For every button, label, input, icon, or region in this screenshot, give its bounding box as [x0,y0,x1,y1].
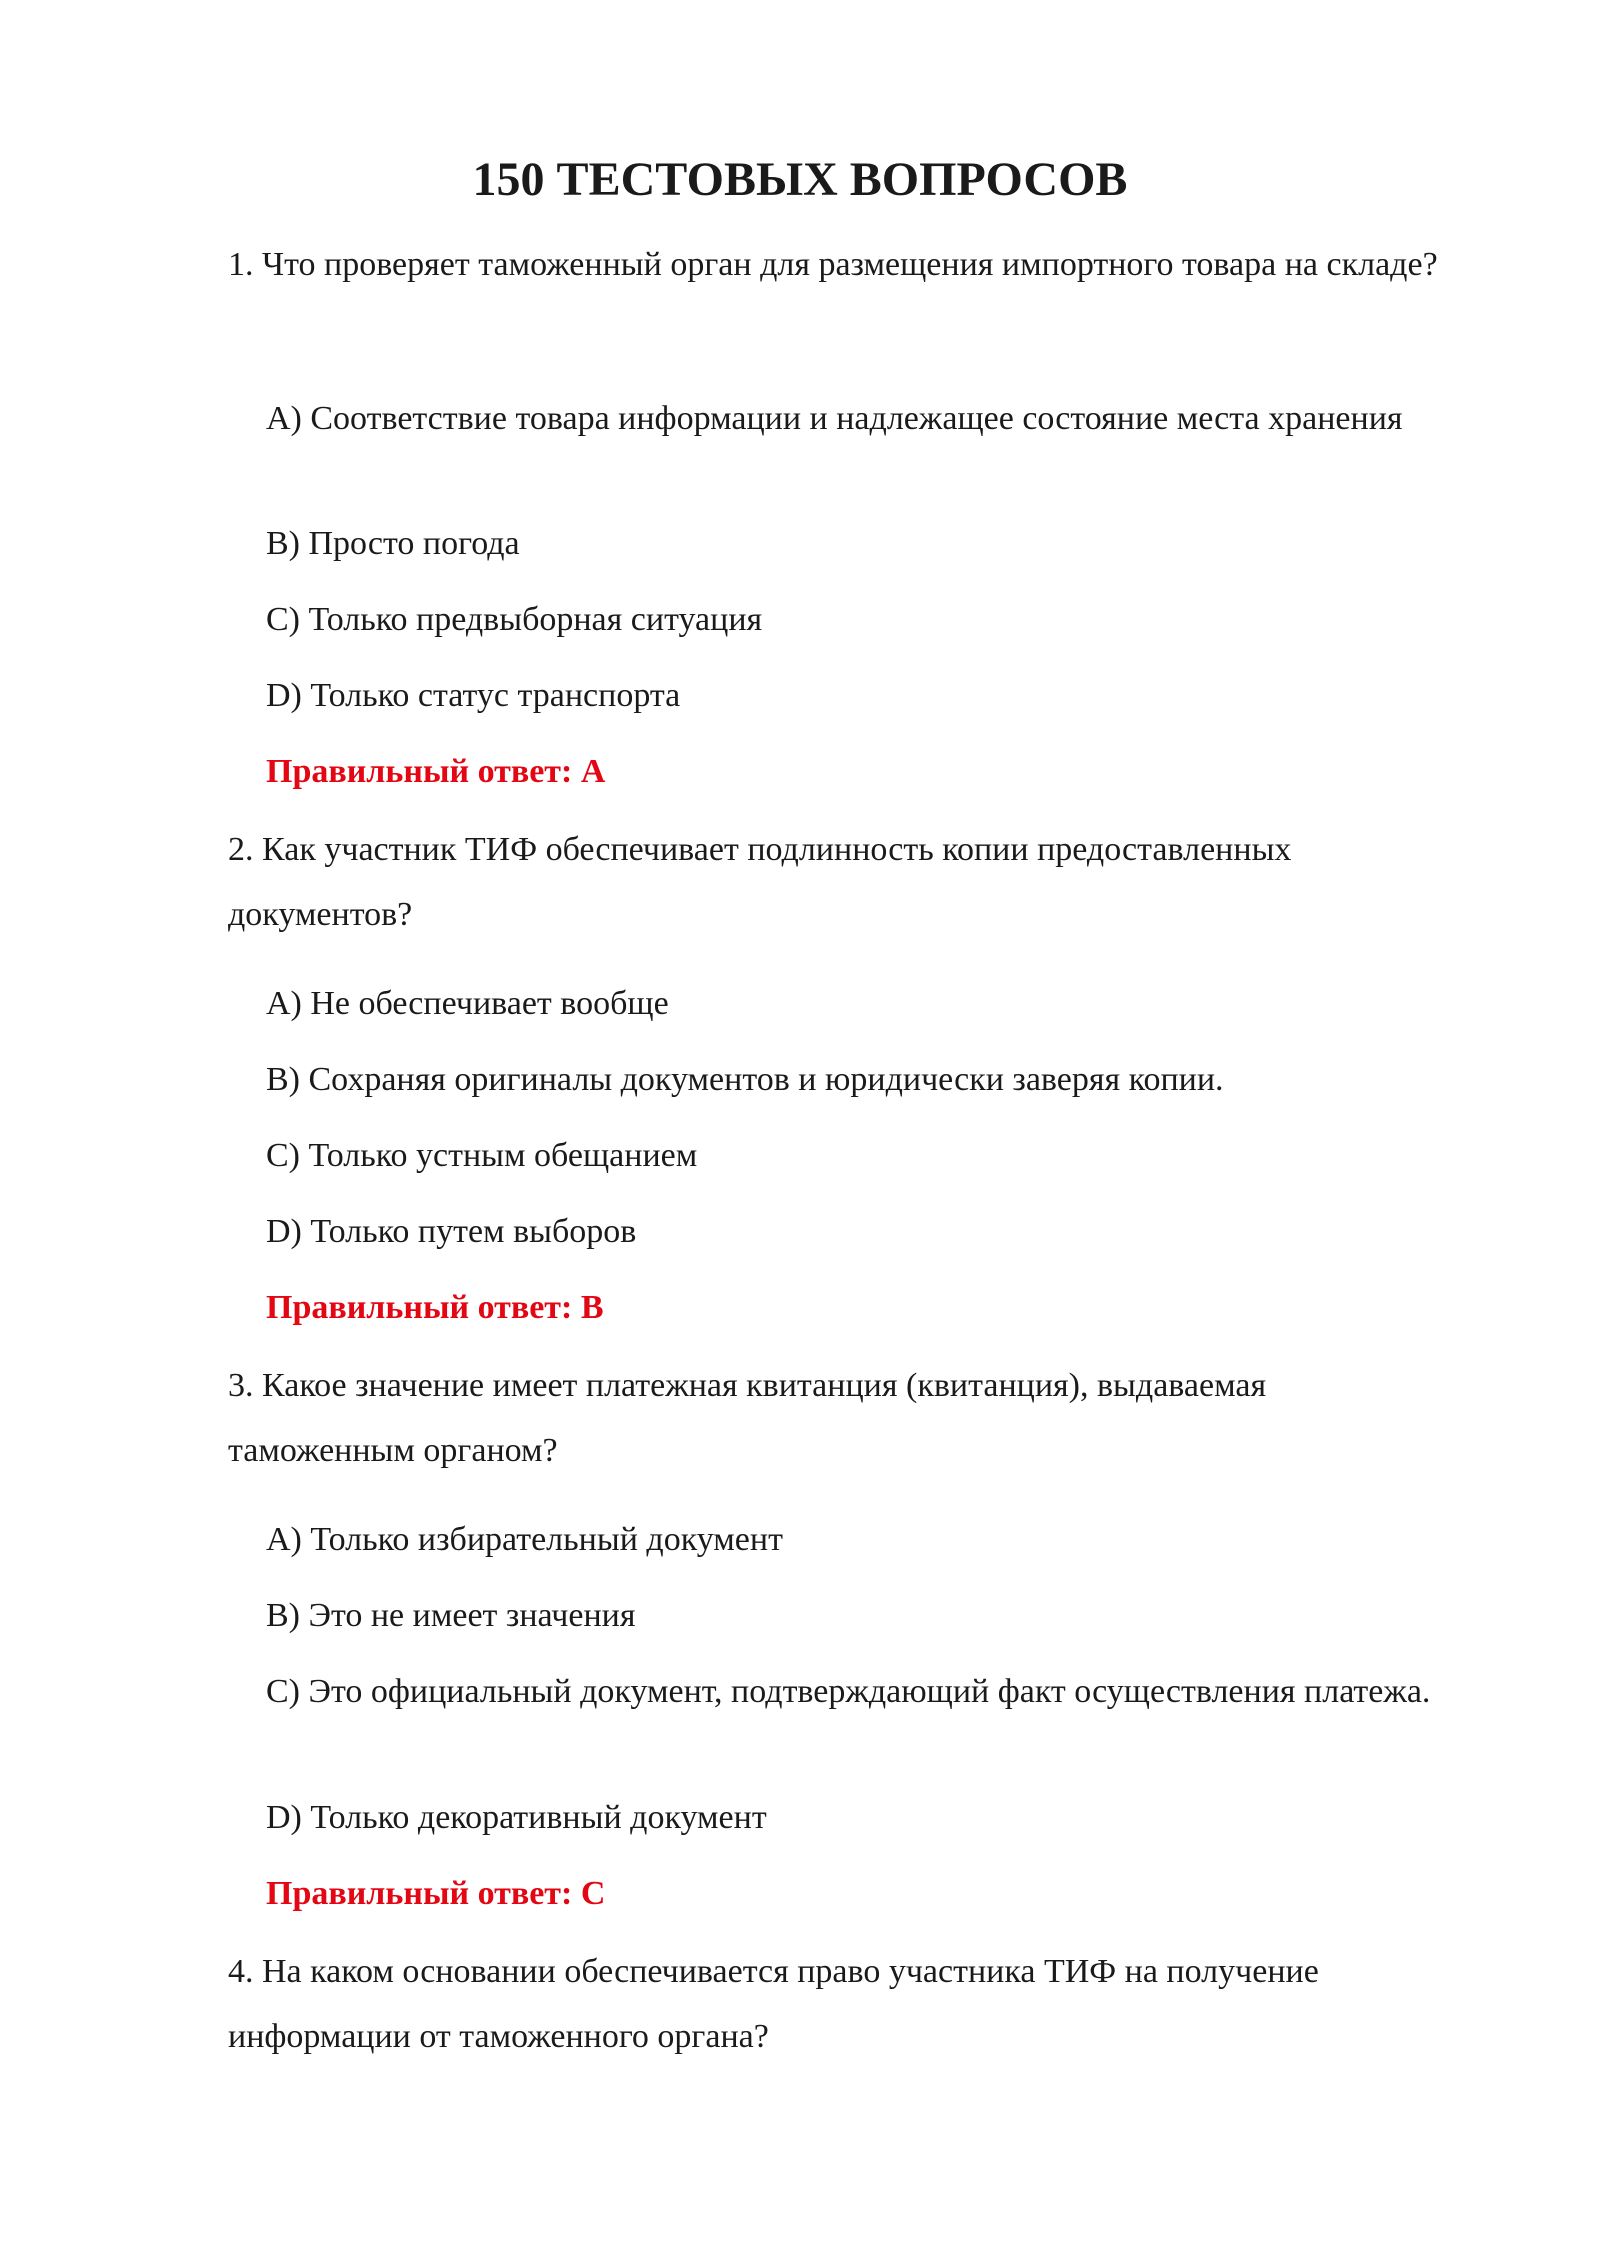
question-2-option-c: C) Только устным обещанием [266,1137,698,1174]
question-1-option-d: D) Только статус транспорта [266,677,681,714]
question-3-option-d: D) Только декоративный документ [266,1799,767,1836]
question-3-text: 3. Какое значение имеет платежная квитанция (квитанция), выдаваемая таможенным органом? [228,1367,1267,1469]
question-4-text: 4. На каком основании обеспечивается право участника ТИФ на получение информации от таможенного органа? [228,1953,1319,2055]
question-1-correct-answer: Правильный ответ: A [266,753,606,790]
page-title: 150 ТЕСТОВЫХ ВОПРОСОВ [472,153,1128,206]
question-1-text: 1. Что проверяет таможенный орган для размещения импортного товара на складе? [228,246,1438,283]
question-2-option-d: D) Только путем выборов [266,1213,637,1250]
question-3-option-a: A) Только избирательный документ [266,1521,783,1558]
question-1-option-a: A) Соответствие товара информации и надлежащее состояние места хранения [266,400,1403,437]
question-2-text: 2. Как участник ТИФ обеспечивает подлинность копии предоставленных документов? [228,831,1292,933]
question-1-option-b: B) Просто погода [266,525,520,562]
question-2-option-b: B) Сохраняя оригиналы документов и юридически заверяя копии. [266,1061,1224,1098]
question-1-option-c: C) Только предвыборная ситуация [266,601,763,638]
question-3-option-b: B) Это не имеет значения [266,1597,636,1634]
question-2-correct-answer: Правильный ответ: B [266,1289,604,1326]
question-2-option-a: A) Не обеспечивает вообще [266,985,669,1022]
question-3-option-c: C) Это официальный документ, подтверждающий факт осуществления платежа. [266,1673,1431,1710]
question-3-correct-answer: Правильный ответ: C [266,1875,606,1912]
